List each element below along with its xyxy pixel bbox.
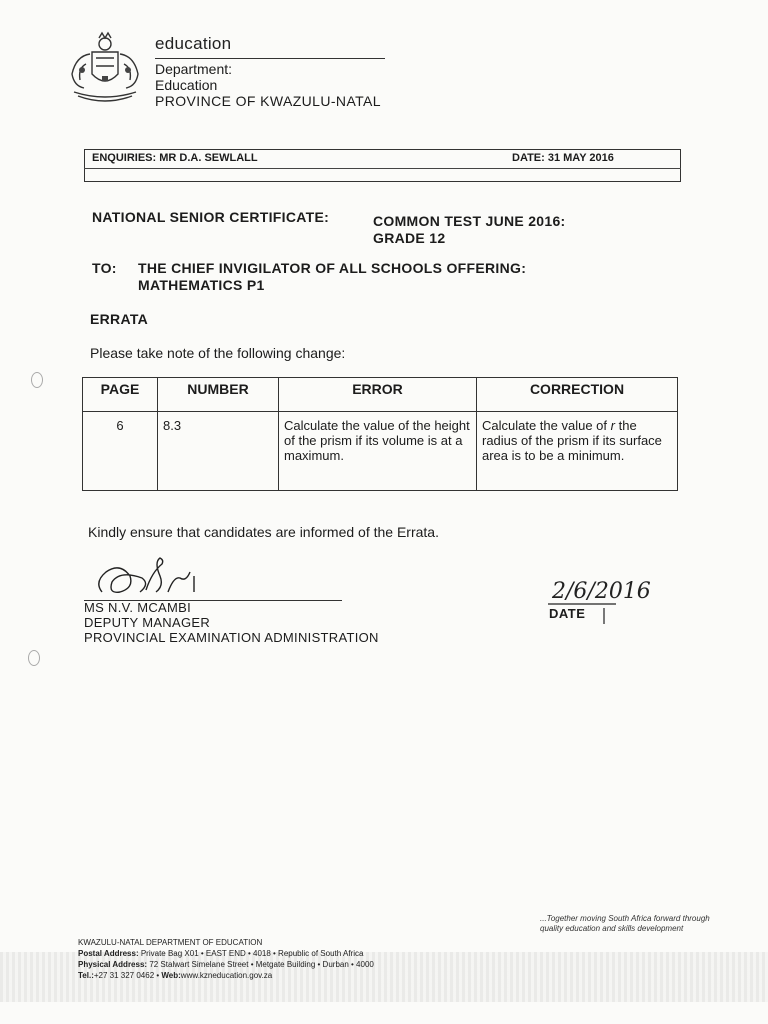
footer-address [78,937,374,981]
footer-org: KWAZULU-NATAL DEPARTMENT OF EDUCATION [78,938,263,947]
signer-block [84,600,379,645]
footer-postal-label: Postal Address: [78,949,139,958]
to-line1: THE CHIEF INVIGILATOR OF ALL SCHOOLS OFFERING: [138,260,527,276]
signer-title: DEPUTY MANAGER [84,615,211,630]
footer-web-label: Web: [161,971,181,980]
cell-correction [477,412,678,491]
errata-title: ERRATA [90,311,149,327]
department-line2: Education [155,77,218,93]
enquiries-rule [84,168,681,169]
header-number: NUMBER [158,378,279,412]
brand-rule [155,58,385,59]
cell-number: 8.3 [158,412,279,491]
footer-tel-value: +27 31 327 0462 [93,971,155,980]
cell-error: Calculate the value of the height of the prism if its volume is at a maximum. [279,412,477,491]
errata-table [82,377,678,491]
cell-page: 6 [83,412,158,491]
signer-name: MS N.V. MCAMBI [84,600,192,615]
coat-of-arms-icon [62,30,148,108]
punch-hole [31,372,43,388]
correction-var: r [610,418,615,433]
table-row [83,412,678,491]
correction-post: the radius of the prism if its surface area is to be a minimum. [482,418,662,463]
slogan-line2: quality education and skills development [540,924,684,933]
footer-contact: Tel.:+27 31 327 0462 • Web:www.kzneducation.gov.za [78,971,273,980]
department-line1: Department: [155,61,233,77]
footer-physical-value: 72 Stalwart Simelane Street • Metgate Building • Durban • 4000 [149,960,374,969]
date-label: DATE [549,606,586,621]
footer-physical-label: Physical Address: [78,960,148,969]
header-correction: CORRECTION [477,378,678,412]
header-page: PAGE [83,378,158,412]
test-title: COMMON TEST JUNE 2016: [373,213,566,229]
footer-web-value: www.kzneducation.gov.za [180,971,273,980]
intro-text: Please take note of the following change: [90,345,346,361]
grade-title: GRADE 12 [373,230,446,246]
punch-hole [28,650,40,666]
to-label: TO: [92,260,117,276]
footer-tel-label: Tel.: [78,971,94,980]
department-block [155,61,381,109]
enquiries-text: ENQUIRIES: MR D.A. SEWLALL [92,152,258,164]
closing-text: Kindly ensure that candidates are informed of the Errata. [88,524,439,540]
footer-postal [78,948,374,959]
handwritten-date-text: 2/6/2016 [552,579,651,604]
correction-pre: Calculate the value of [482,418,611,433]
to-line2: MATHEMATICS P1 [138,277,265,293]
slogan [540,914,735,934]
table-header-row [83,378,678,412]
footer-postal-value: Private Bag X01 • EAST END • 4018 • Republic of South Africa [140,949,364,958]
signer-unit: PROVINCIAL EXAMINATION ADMINISTRATION [84,630,379,645]
header-error: ERROR [279,378,477,412]
slogan-line1: ...Together moving South Africa forward through [540,914,710,923]
date-text: DATE: 31 MAY 2016 [512,152,614,164]
brand-name: education [155,34,232,53]
signature-icon [90,552,230,602]
certificate-title: NATIONAL SENIOR CERTIFICATE: [92,209,330,225]
footer-physical [78,959,374,970]
province-name: PROVINCE OF KWAZULU-NATAL [155,93,381,109]
